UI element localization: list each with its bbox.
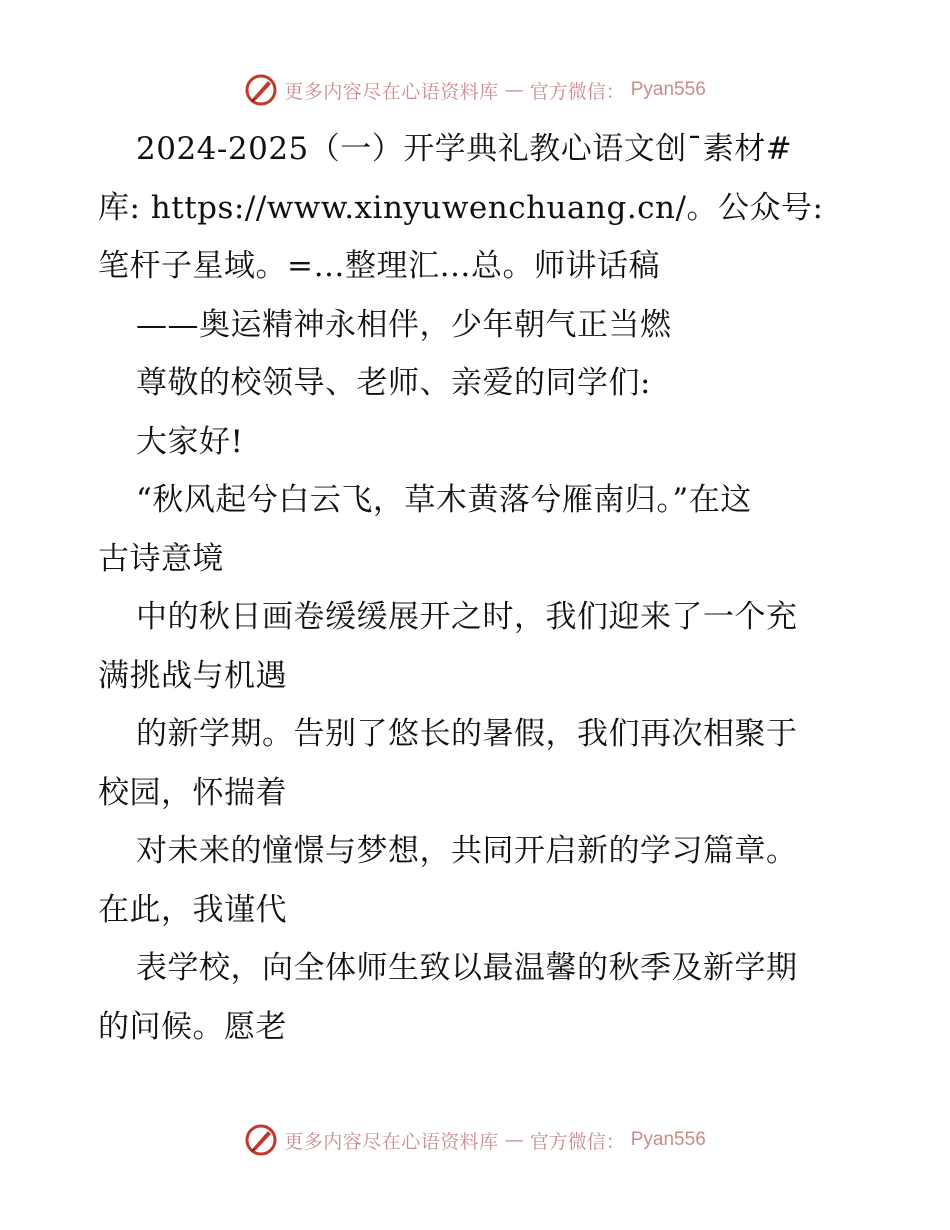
watermark-separator: — bbox=[504, 79, 524, 101]
text-line: 校园，怀揣着 bbox=[98, 774, 287, 811]
text-line: 古诗意境 bbox=[98, 540, 224, 577]
text-line: 中的秋日画卷缓缓展开之时，我们迎来了一个充 bbox=[136, 599, 798, 635]
watermark-wechat-id: Pyan556 bbox=[630, 1129, 706, 1150]
text-line: 笔杆子星域。=…整理汇…总。师讲话稿 bbox=[98, 248, 660, 284]
text-line: 库: https://www.xinyuwenchuang.cn/。公众号: bbox=[98, 189, 824, 226]
watermark-wechat-label: 官方微信： bbox=[529, 80, 625, 103]
pen-logo-icon bbox=[244, 1123, 278, 1157]
watermark-separator: — bbox=[504, 1129, 524, 1151]
pen-logo-icon bbox=[244, 73, 278, 107]
text-line: 的问候。愿老 bbox=[98, 1008, 287, 1045]
watermark-text: 更多内容尽在心语资料库 bbox=[284, 80, 499, 103]
text-line: 对未来的憧憬与梦想，共同开启新的学习篇章。 bbox=[136, 833, 798, 869]
watermark-wechat-id: Pyan556 bbox=[630, 79, 706, 100]
text-line: 在此，我谨代 bbox=[98, 891, 287, 928]
greeting-line: 大家好! bbox=[136, 423, 244, 460]
greeting-line: 尊敬的校领导、老师、亲爱的同学们: bbox=[136, 365, 651, 401]
speech-subtitle: ——奥运精神永相伴，少年朝气正当燃 bbox=[136, 306, 672, 343]
document-body bbox=[98, 120, 858, 1056]
watermark-text: 更多内容尽在心语资料库 bbox=[284, 1130, 499, 1153]
watermark-wechat-label: 官方微信： bbox=[529, 1130, 625, 1153]
text-line: 满挑战与机遇 bbox=[98, 657, 287, 694]
text-line: “秋风起兮白云飞，草木黄落兮雁南归。”在这 bbox=[136, 482, 752, 518]
text-line: 表学校，向全体师生致以最温馨的秋季及新学期 bbox=[136, 950, 798, 986]
text-line: 2024-2025（一）开学典礼教心语文创¯素材# bbox=[136, 131, 793, 167]
watermark-footer bbox=[0, 1120, 950, 1160]
text-line: 的新学期。告别了悠长的暑假，我们再次相聚于 bbox=[136, 716, 798, 752]
watermark-header bbox=[0, 70, 950, 110]
